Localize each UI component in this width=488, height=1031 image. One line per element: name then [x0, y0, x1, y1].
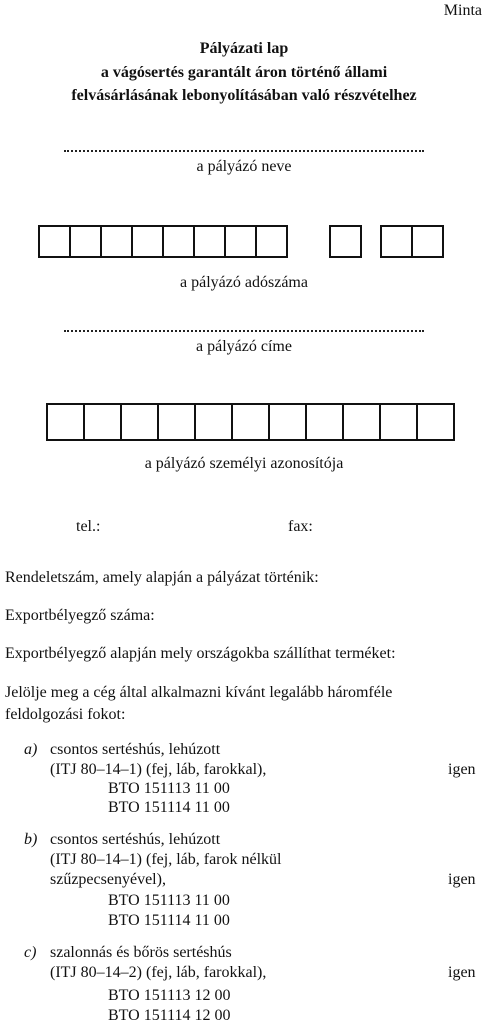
fax-label: fax: [288, 518, 313, 535]
personal-id-label: a pályázó személyi azonosítója [144, 455, 344, 472]
tax-digit-box[interactable] [38, 225, 71, 258]
item-code: BTO 151113 11 00 [108, 780, 230, 797]
id-digit-box[interactable] [120, 403, 159, 441]
tax-digit-box[interactable] [193, 225, 226, 258]
item-answer: igen [448, 871, 476, 888]
address-label: a pályázó címe [196, 338, 292, 355]
tax-number-boxes-main[interactable] [38, 225, 286, 258]
id-digit-box[interactable] [268, 403, 307, 441]
id-digit-box[interactable] [157, 403, 196, 441]
id-digit-box[interactable] [416, 403, 455, 441]
tax-digit-box[interactable] [255, 225, 288, 258]
tax-digit-box[interactable] [411, 225, 444, 258]
tax-number-label: a pályázó adószáma [180, 274, 308, 291]
stamp-number-question: Exportbélyegző száma: [5, 607, 155, 624]
item-text: csontos sertéshús, lehúzott [50, 741, 221, 758]
item-text: szűzpecsenyével), [50, 871, 166, 888]
processing-question-line1: Jelölje meg a cég által alkalmazni kívánt legalább háromféle [5, 684, 393, 701]
item-answer: igen [448, 964, 476, 981]
personal-id-boxes[interactable] [46, 403, 453, 441]
name-label: a pályázó neve [196, 158, 292, 175]
id-digit-box[interactable] [342, 403, 381, 441]
tel-label: tel.: [76, 518, 101, 535]
item-text: csontos sertéshús, lehúzott [50, 831, 221, 848]
countries-question: Exportbélyegző alapján mely országokba szállíthat terméket: [5, 645, 396, 662]
item-code: BTO 151113 11 00 [108, 892, 230, 909]
item-code: BTO 151114 11 00 [108, 912, 230, 929]
name-field[interactable] [64, 150, 424, 152]
tax-digit-box[interactable] [162, 225, 195, 258]
item-text: szalonnás és bőrös sertéshús [50, 944, 232, 961]
item-marker: a) [24, 741, 38, 758]
id-digit-box[interactable] [231, 403, 270, 441]
item-answer: igen [448, 761, 476, 778]
address-field[interactable] [64, 330, 424, 332]
form-subtitle-line1: a vágósertés garantált áron történő állami [100, 64, 388, 81]
item-text: (ITJ 80–14–1) (fej, láb, farokkal), [50, 761, 267, 778]
id-digit-box[interactable] [83, 403, 122, 441]
form-subtitle-line2: felvásárlásának lebonyolításában való részvételhez [71, 87, 417, 104]
item-code: BTO 151114 12 00 [108, 1007, 231, 1024]
decree-question: Rendeletszám, amely alapján a pályázat történik: [5, 569, 319, 586]
item-text: (ITJ 80–14–1) (fej, láb, farok nélkül [50, 851, 282, 868]
tax-digit-box[interactable] [329, 225, 362, 258]
id-digit-box[interactable] [305, 403, 344, 441]
processing-question-line2: feldolgozási fokot: [5, 706, 126, 723]
tax-digit-box[interactable] [380, 225, 413, 258]
tax-number-box-check[interactable] [329, 225, 360, 258]
item-code: BTO 151114 11 00 [108, 799, 230, 816]
tax-digit-box[interactable] [69, 225, 102, 258]
tax-digit-box[interactable] [131, 225, 164, 258]
form-title: Pályázati lap [199, 40, 289, 57]
item-text: (ITJ 80–14–2) (fej, láb, farokkal), [50, 964, 267, 981]
id-digit-box[interactable] [46, 403, 85, 441]
tax-digit-box[interactable] [100, 225, 133, 258]
tax-number-boxes-region[interactable] [380, 225, 442, 258]
tax-digit-box[interactable] [224, 225, 257, 258]
item-marker: b) [24, 831, 38, 848]
id-digit-box[interactable] [379, 403, 418, 441]
sample-label: Minta [443, 2, 482, 19]
item-code: BTO 151113 12 00 [108, 987, 231, 1004]
id-digit-box[interactable] [194, 403, 233, 441]
item-marker: c) [24, 944, 37, 961]
